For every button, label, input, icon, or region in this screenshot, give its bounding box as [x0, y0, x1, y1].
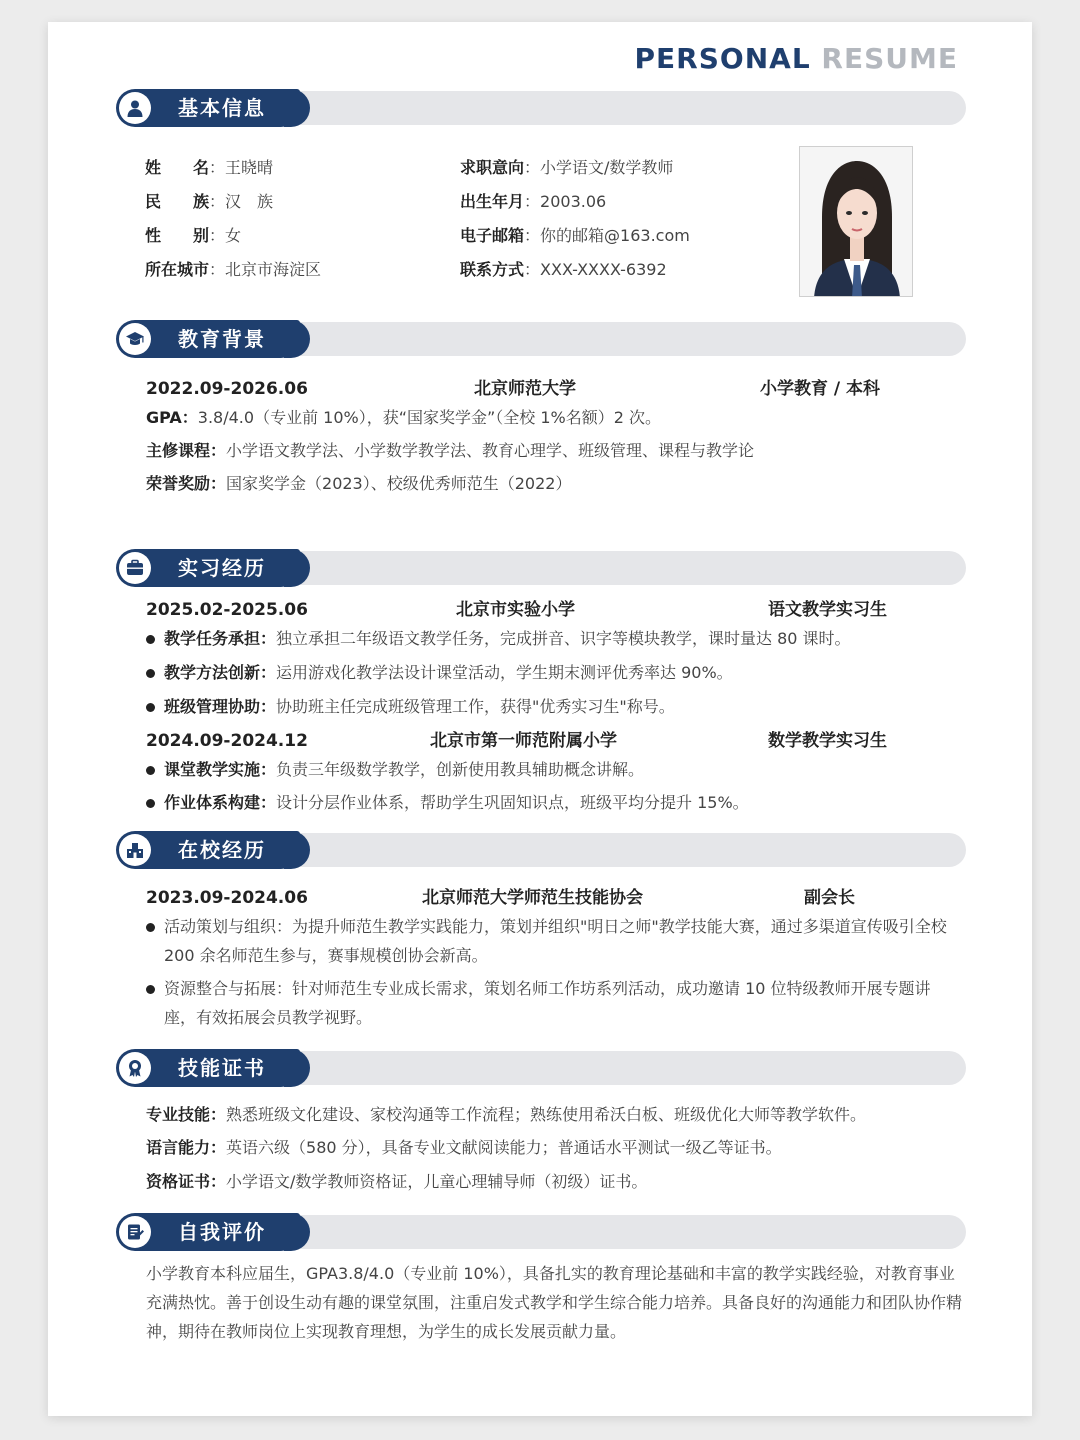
building-icon — [119, 834, 151, 866]
bullet-dot — [146, 635, 155, 644]
section-title: 基本信息 — [178, 96, 266, 120]
notepad-icon — [119, 1216, 151, 1248]
skill-item — [146, 1138, 782, 1158]
bullet-label: 作业体系构建： — [164, 793, 277, 812]
bullet-dot — [146, 703, 155, 712]
briefcase-icon — [119, 552, 151, 584]
info-name-value: 王晓晴 — [225, 158, 274, 177]
education-gpa — [146, 408, 661, 428]
person-icon — [119, 92, 151, 124]
education-awards-label: 荣誉奖励： — [146, 474, 227, 493]
colon: ： — [209, 158, 226, 177]
section-title: 教育背景 — [178, 327, 266, 351]
section-header-education — [116, 320, 966, 358]
info-birth-label: 出生年月 — [460, 192, 525, 211]
title-personal: PERSONAL — [634, 42, 811, 75]
education-gpa-value: 3.8/4.0（专业前 10%），获“国家奖学金”（全校 1%名额）2 次。 — [197, 408, 662, 427]
skill-label: 专业技能： — [146, 1105, 227, 1124]
bullet-text: 运用游戏化教学法设计课堂活动，学生期末测评优秀率达 90%。 — [276, 663, 733, 682]
info-email — [460, 226, 690, 246]
skill-item — [146, 1105, 866, 1125]
resume-title — [635, 42, 958, 75]
section-header-campus — [116, 831, 966, 869]
skill-label: 语言能力： — [146, 1138, 227, 1157]
info-phone-value: XXX-XXXX-6392 — [540, 260, 667, 279]
info-name-label: 姓 名 — [145, 158, 210, 177]
profile-photo — [799, 146, 913, 297]
bullet-dot — [146, 669, 155, 678]
info-city — [145, 260, 321, 280]
internship-1-period: 2025.02-2025.06 — [146, 600, 308, 620]
skill-item — [146, 1172, 647, 1192]
bullet-text: 独立承担二年级语文教学任务，完成拼音、识字等模块教学，课时量达 80 课时。 — [276, 629, 851, 648]
internship-2-period: 2024.09-2024.12 — [146, 731, 308, 751]
education-courses-value: 小学语文教学法、小学数学教学法、教育心理学、班级管理、课程与教学论 — [226, 441, 755, 460]
skill-text: 熟悉班级文化建设、家校沟通等工作流程；熟练使用希沃白板、班级优化大师等教学软件。 — [226, 1105, 867, 1124]
info-ethnicity-value: 汉 族 — [225, 192, 274, 211]
section-title: 技能证书 — [178, 1056, 266, 1080]
education-courses — [146, 441, 754, 461]
list-item — [146, 692, 962, 721]
title-resume: RESUME — [821, 42, 958, 75]
colon: ： — [524, 158, 541, 177]
education-courses-label: 主修课程： — [146, 441, 227, 460]
graduation-cap-icon — [119, 323, 151, 355]
info-ethnicity-label: 民 族 — [145, 192, 210, 211]
info-ethnicity — [145, 192, 273, 212]
info-city-value: 北京市海淀区 — [225, 260, 322, 279]
list-item — [146, 912, 962, 970]
bullet-text: 协助班主任完成班级管理工作，获得"优秀实习生"称号。 — [276, 697, 675, 716]
bullet-text: 负责三年级数学教学，创新使用教具辅助概念讲解。 — [276, 760, 645, 779]
list-item — [146, 658, 962, 687]
bullet-dot — [146, 799, 155, 808]
skill-text: 英语六级（580 分），具备专业文献阅读能力；普通话水平测试一级乙等证书。 — [226, 1138, 782, 1157]
bullet-text: 设计分层作业体系，帮助学生巩固知识点，班级平均分提升 15%。 — [276, 793, 749, 812]
section-title: 自我评价 — [178, 1220, 266, 1244]
list-item — [146, 974, 962, 1032]
info-birth-value: 2003.06 — [540, 192, 607, 211]
info-name — [145, 158, 273, 178]
info-gender-value: 女 — [225, 226, 242, 245]
colon: ： — [209, 260, 226, 279]
bullet-dot — [146, 766, 155, 775]
internship-1-org: 北京市实验小学 — [456, 600, 575, 620]
internship-1-role: 语文教学实习生 — [768, 600, 887, 620]
skill-text: 小学语文/数学教师资格证，儿童心理辅导师（初级）证书。 — [226, 1172, 648, 1191]
education-school: 北京师范大学 — [474, 379, 576, 399]
campus-role: 副会长 — [804, 888, 855, 908]
info-gender-label: 性 别 — [145, 226, 210, 245]
list-item — [146, 755, 962, 784]
section-title: 实习经历 — [178, 556, 266, 580]
colon: ： — [524, 260, 541, 279]
section-header-internship — [116, 549, 966, 587]
info-job-value: 小学语文/数学教师 — [540, 158, 674, 177]
info-email-value: 你的邮箱@163.com — [540, 226, 690, 245]
colon: ： — [524, 192, 541, 211]
bullet-text: 资源整合与拓展：针对师范生专业成长需求，策划名师工作坊系列活动，成功邀请 10 位特级教师开展专题讲座，有效拓展会员教学视野。 — [164, 979, 931, 1027]
bullet-label: 课堂教学实施： — [164, 760, 277, 779]
info-city-label: 所在城市 — [145, 260, 210, 279]
self-evaluation-text: 小学教育本科应届生，GPA3.8/4.0（专业前 10%），具备扎实的教育理论基础和丰富的教学实践经验，对教育事业充满热忱。善于创设生动有趣的课堂氛围，注重启发式教学和学生综合能力培养。具备良好的沟通能力和团队协作精神，期待在教师岗位上实现教育理想，为学生的成长发展贡献力量。 — [146, 1264, 963, 1341]
skill-label: 资格证书： — [146, 1172, 227, 1191]
colon: ： — [209, 192, 226, 211]
campus-org: 北京师范大学师范生技能协会 — [422, 888, 643, 908]
info-email-label: 电子邮箱 — [460, 226, 525, 245]
section-header-skills — [116, 1049, 966, 1087]
bullet-dot — [146, 923, 155, 932]
section-title: 在校经历 — [178, 838, 266, 862]
info-birth — [460, 192, 606, 212]
colon: ： — [209, 226, 226, 245]
info-job-label: 求职意向 — [460, 158, 525, 177]
education-awards-value: 国家奖学金（2023）、校级优秀师范生（2022） — [226, 474, 572, 493]
education-period: 2022.09-2026.06 — [146, 379, 308, 399]
award-icon — [119, 1052, 151, 1084]
internship-2-org: 北京市第一师范附属小学 — [430, 731, 617, 751]
education-awards — [146, 474, 571, 494]
bullet-label: 教学任务承担： — [164, 629, 277, 648]
education-gpa-label: GPA： — [146, 408, 198, 427]
section-header-basic — [116, 89, 966, 127]
list-item — [146, 788, 962, 817]
colon: ： — [524, 226, 541, 245]
info-phone-label: 联系方式 — [460, 260, 525, 279]
campus-period: 2023.09-2024.06 — [146, 888, 308, 908]
bullet-dot — [146, 985, 155, 994]
info-phone — [460, 260, 667, 280]
section-header-self — [116, 1213, 966, 1251]
education-major: 小学教育 / 本科 — [760, 379, 881, 399]
internship-2-role: 数学教学实习生 — [768, 731, 887, 751]
bullet-text: 活动策划与组织：为提升师范生教学实践能力，策划并组织"明日之师"教学技能大赛，通过多渠道宣传吸引全校 200 余名师范生参与，赛事规模创协会新高。 — [164, 917, 947, 965]
bullet-label: 班级管理协助： — [164, 697, 277, 716]
list-item — [146, 624, 962, 653]
info-gender — [145, 226, 241, 246]
info-job — [460, 158, 673, 178]
bullet-label: 教学方法创新： — [164, 663, 277, 682]
